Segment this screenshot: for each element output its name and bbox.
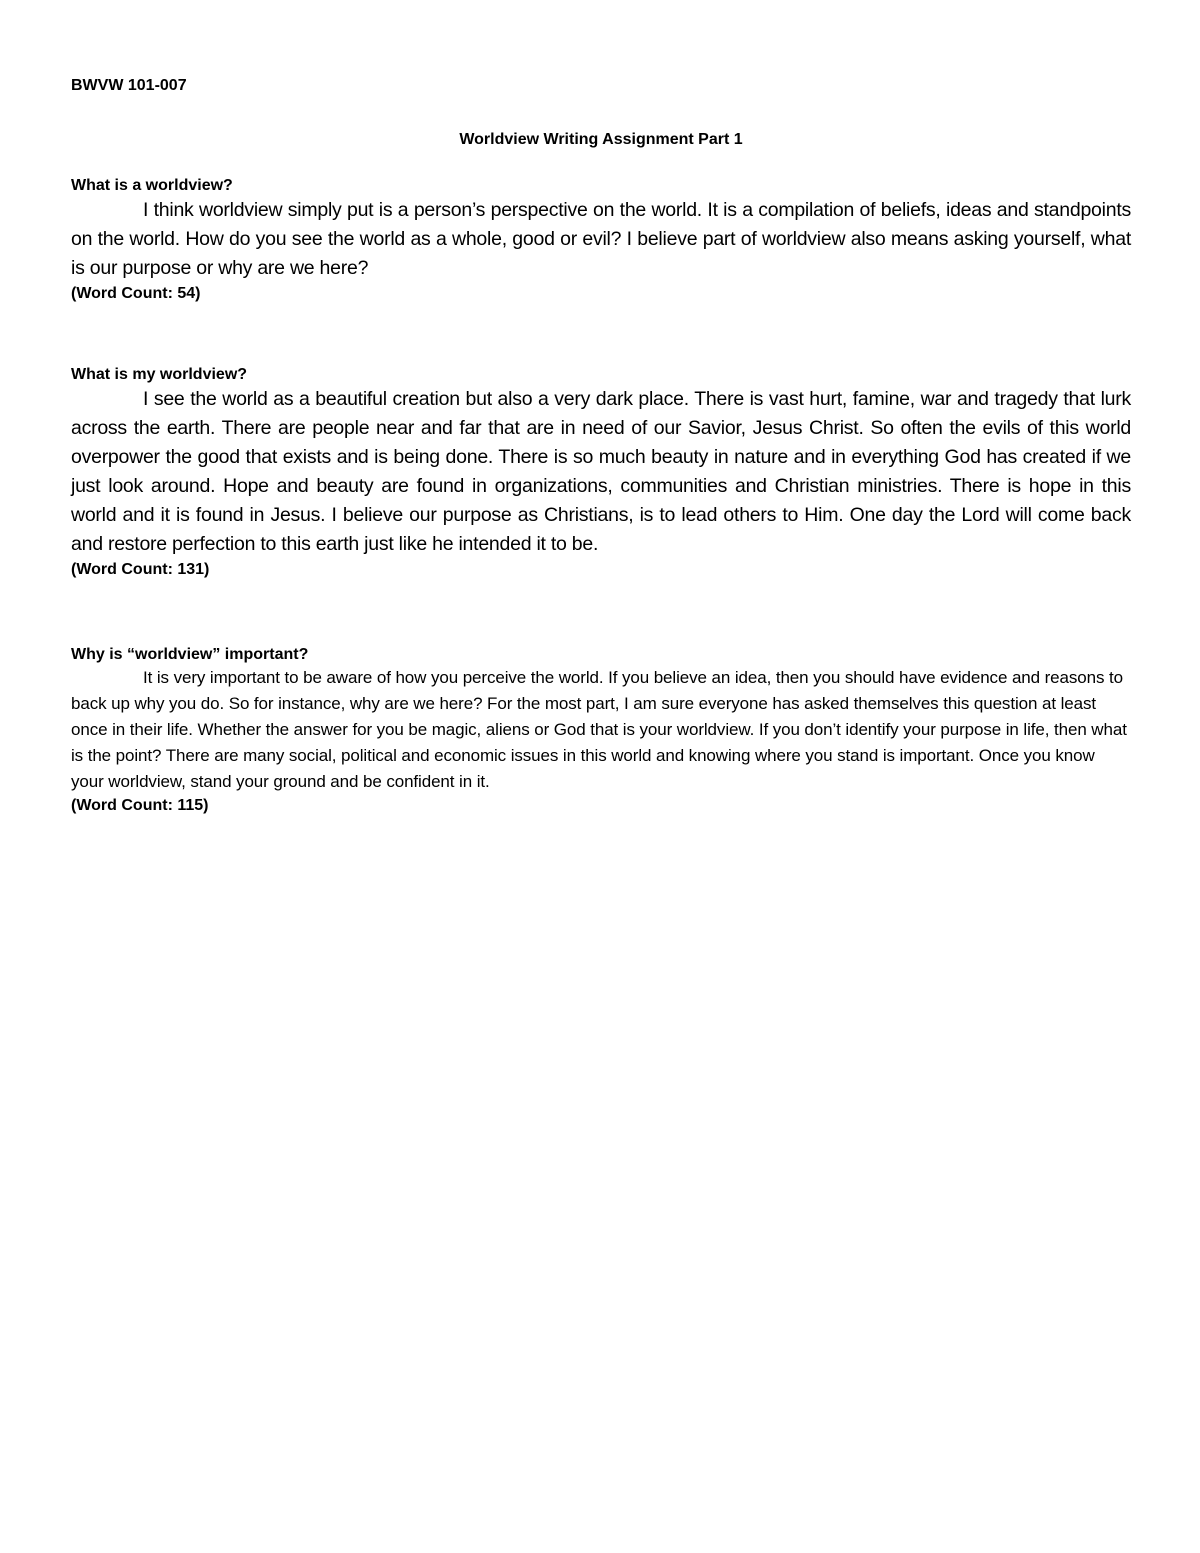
section-question: Why is “worldview” important? bbox=[71, 646, 309, 663]
word-count: (Word Count: 115) bbox=[71, 797, 209, 814]
section-what-is-a-worldview bbox=[71, 176, 1131, 305]
word-count: (Word Count: 131) bbox=[71, 561, 210, 578]
section-question: What is a worldview? bbox=[71, 177, 233, 194]
section-why-worldview-important bbox=[71, 645, 1131, 817]
word-count: (Word Count: 54) bbox=[71, 285, 201, 302]
document-page bbox=[71, 76, 1131, 817]
section-body: I see the world as a beautiful creation but also a very dark place. There is vast hurt, famine, war and tragedy that lurk across the earth. There are people near and far that are in need of our Savior, Jesus Christ. So often the evils of this world overpower the good that exists and is being done. There is so much beauty in nature and in everything God has created if we just look around. Hope and beauty are found in organizations, communities and Christian ministries. There is hope in this world and it is found in Jesus. I believe our purpose as Christians, is to lead others to Him. One day the Lord will come back and restore perfection to this earth just like he intended it to be. bbox=[71, 388, 1131, 555]
section-question: What is my worldview? bbox=[71, 366, 248, 383]
course-code: BWVW 101-007 bbox=[71, 77, 187, 94]
section-body: It is very important to be aware of how you perceive the world. If you believe an idea, then you should have evidence and reasons to back up why you do. So for instance, why are we here? For the most part, I am sure everyone has asked themselves this question at least once in their life. Whether the answer for you be magic, aliens or God that is your worldview. If you don’t identify your purpose in life, then what is the point? There are many social, political and economic issues in this world and knowing where you stand is important. Once you know your worldview, stand your ground and be confident in it. bbox=[71, 668, 1127, 791]
document-title: Worldview Writing Assignment Part 1 bbox=[459, 131, 743, 148]
section-body: I think worldview simply put is a person’s perspective on the world. It is a compilation of beliefs, ideas and standpoints on the world. How do you see the world as a whole, good or evil? I believe part of worldview also means asking yourself, what is our purpose or why are we here? bbox=[71, 199, 1131, 279]
section-what-is-my-worldview bbox=[71, 365, 1131, 581]
